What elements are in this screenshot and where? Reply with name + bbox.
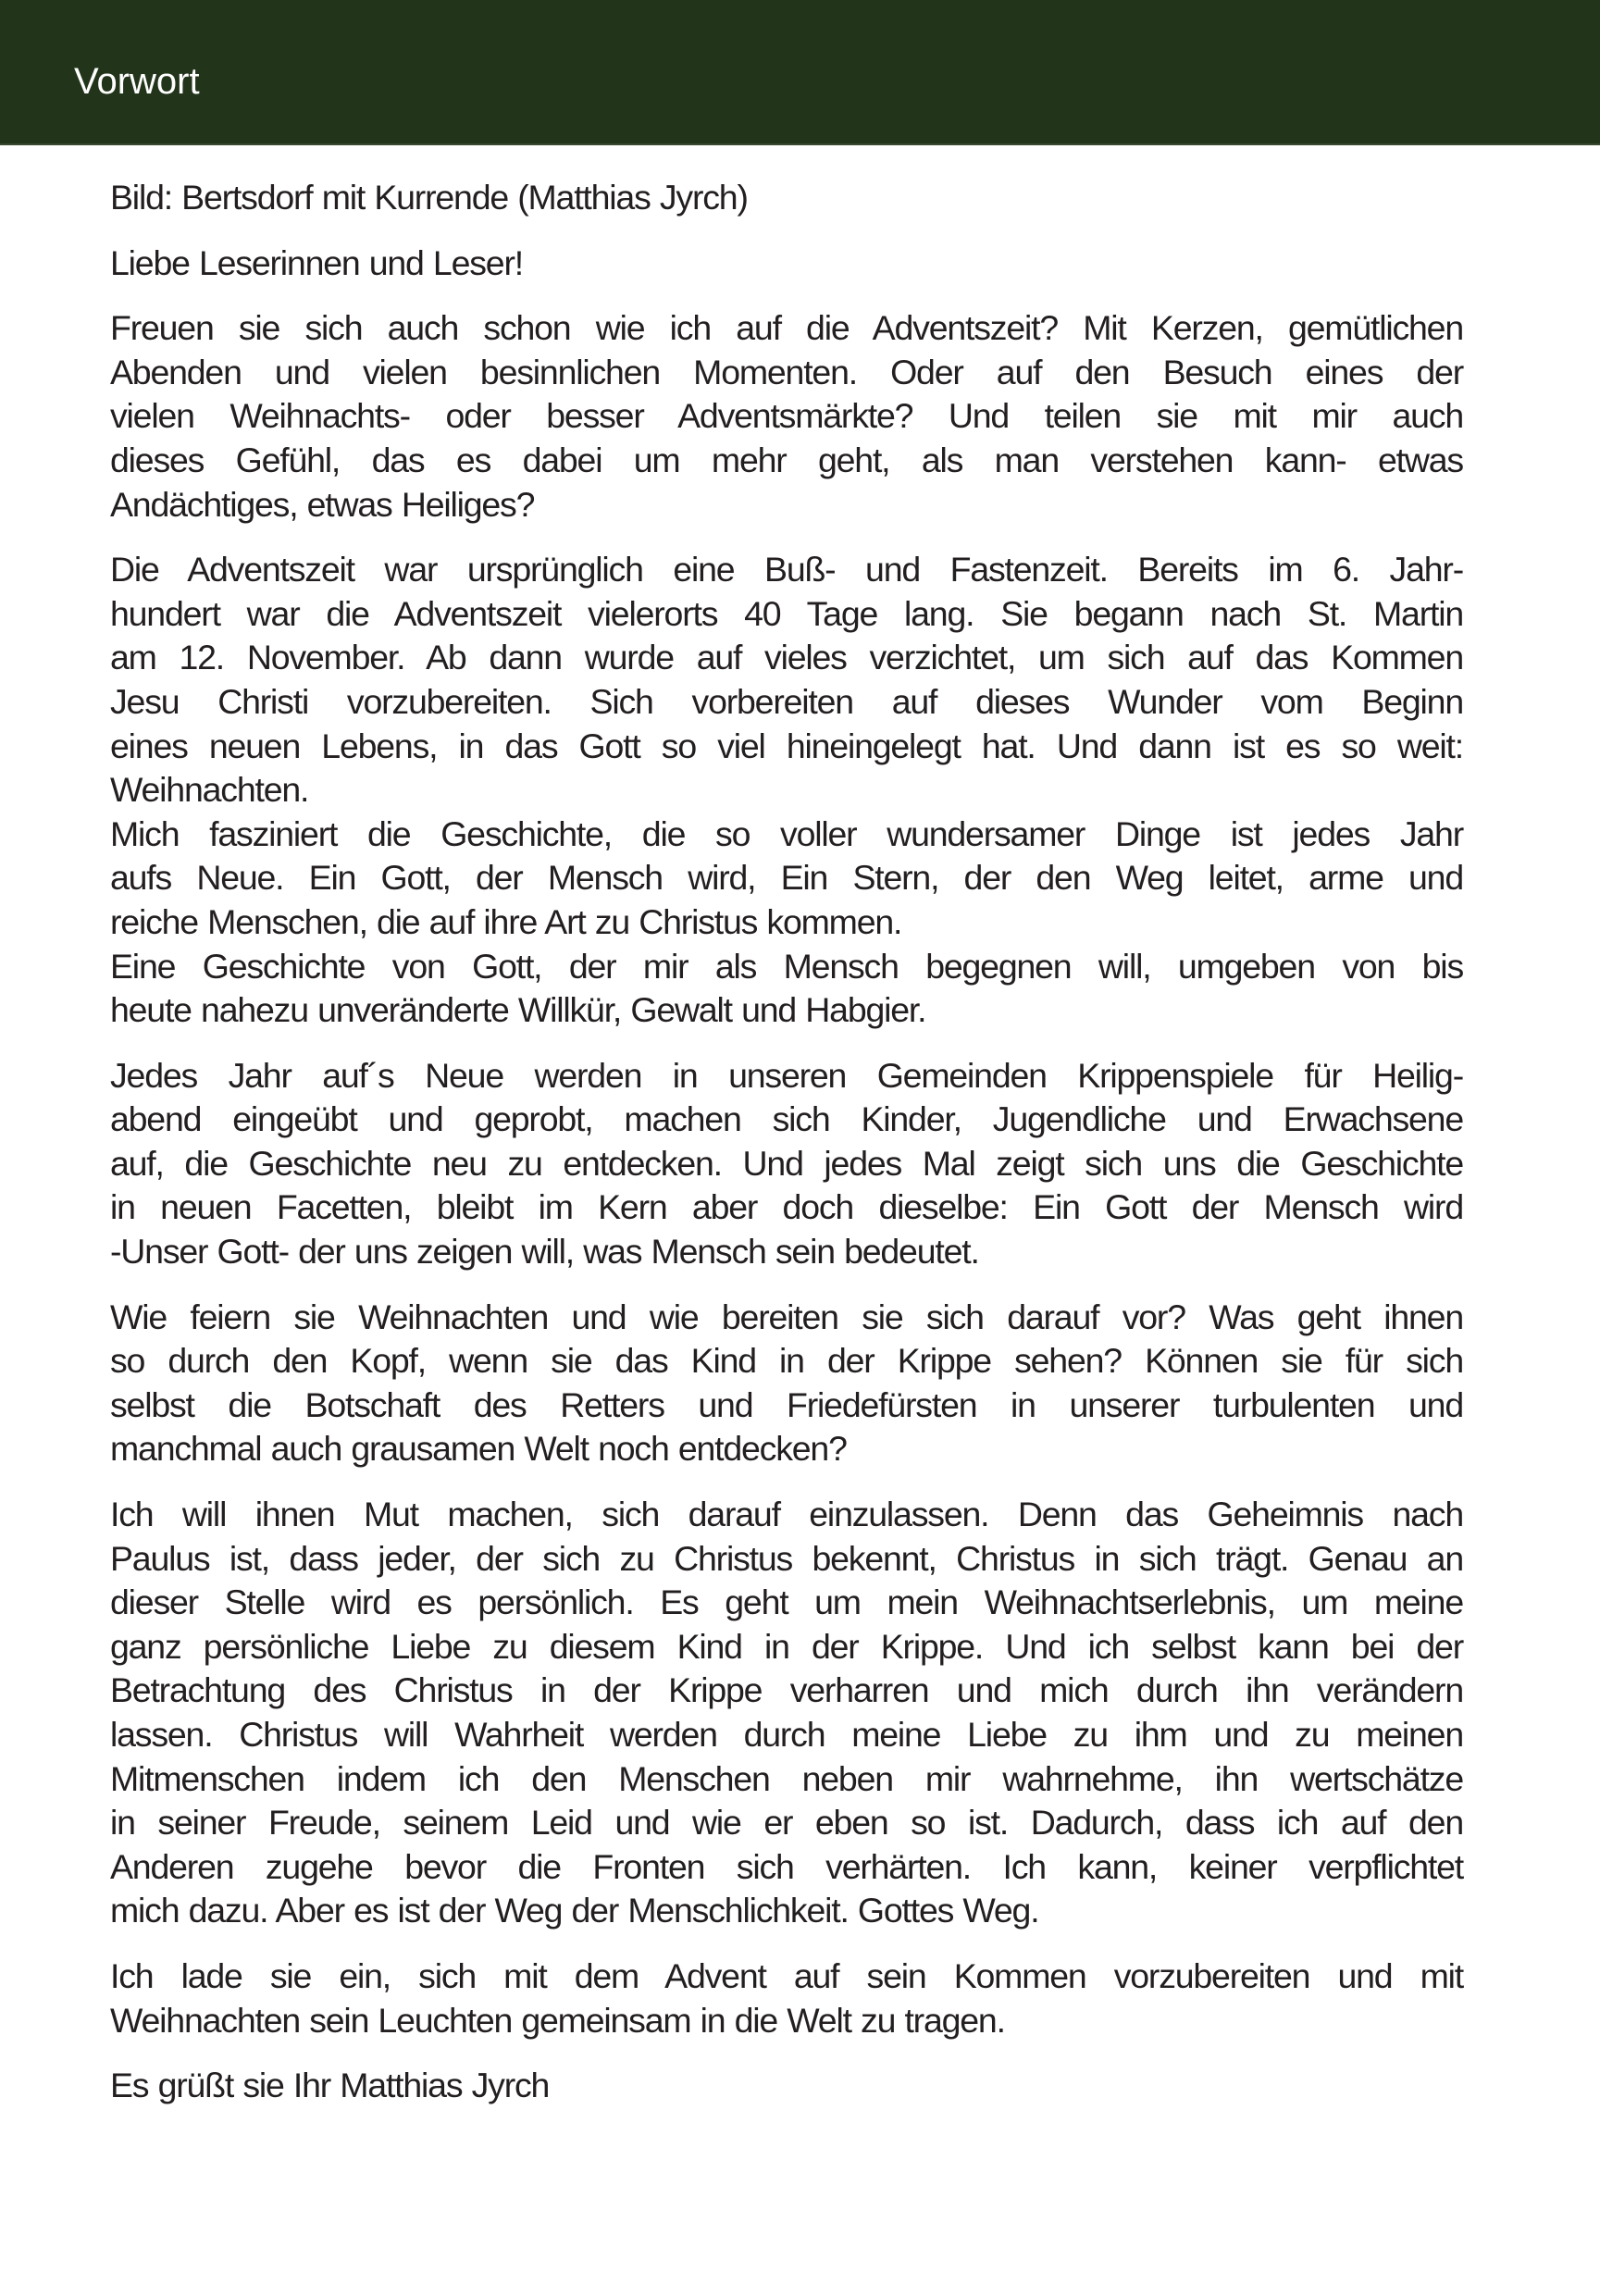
image-caption: Bild: Bertsdorf mit Kurrende (Matthias Jyrch) — [110, 178, 748, 217]
greeting: Liebe Leserinnen und Leser! — [110, 242, 523, 282]
paragraph-5: Ich will ihnen Mut machen, sich darauf einzulassen. Denn das Geheimnis nach Paulus ist, dass jeder, der sich zu Christus bekennt, Christus in sich trägt. Genau an dieser Stelle wird es persönlich. Es geht um mein Weihnachtserlebnis, um meine ganz persönliche Liebe zu diesem Kind in der Krippe. Und ich selbst kann bei der Betrachtung des Christus in der Krippe verharren und mich durch ihn verändern lassen. Christus will Wahrheit werden durch meine Liebe zu ihm und zu meinen Mitmenschen indem ich den Menschen neben mir wahrnehme, ihn wertschätze in seiner Freude, seinem Leid und wie er eben so ist. Dadurch, dass ich auf den Anderen zugehe bevor die Fronten sich verhärten. Ich kann, keiner verpflichtet mich dazu. Aber es ist der Weg der Menschlichkeit. Gottes Weg. — [110, 1495, 1463, 1930]
paragraph-2: Die Adventszeit war ursprünglich eine Buß- und Fastenzeit. Bereits im 6. Jahr- hundert war die Adventszeit vielerorts 40 Tage lang. Sie begann nach St. Martin am 12. November. Ab dann wurde auf vieles verzichtet, um sich auf das Kommen Jesu Christi vorzubereiten. Sich vorbereiten auf dieses Wunder vom Beginn eines neuen Lebens, in das Gott so viel hineingelegt hat. Und dann ist es so weit: Weihnachten. Mich fasziniert die Geschichte, die so voller wundersamer Dinge ist jedes Jahr aufs Neue. Ein Gott, der Mensch wird, Ein Stern, der den Weg leitet, arme und reiche Menschen, die auf ihre Art zu Christus kommen. Eine Geschichte von Gott, der mir als Mensch begegnen will, umgeben von bis heute nahezu unveränderte Willkür, Gewalt und Habgier. — [110, 550, 1463, 1030]
paragraph-1: Freuen sie sich auch schon wie ich auf die Adventszeit? Mit Kerzen, gemütlichen Abenden und vielen besinnlichen Momenten. Oder auf den Besuch eines der vielen Weihnachts- oder besser Adventsmärkte? Und teilen sie mit mir auch dieses Gefühl, das es dabei um mehr geht, als man verstehen kann- etwas Andächtiges, etwas Heiliges? — [110, 308, 1463, 524]
paragraph-3: Jedes Jahr auf´s Neue werden in unseren Gemeinden Krippenspiele für Heilig- abend eingeübt und geprobt, machen sich Kinder, Jugendliche und Erwachsene auf, die Geschichte neu zu entdecken. Und jedes Mal zeigt sich uns die Geschichte in neuen Facetten, bleibt im Kern aber doch dieselbe: Ein Gott der Mensch wird -Unser Gott- der uns zeigen will, was Mensch sein bedeutet. — [110, 1055, 1463, 1272]
paragraph-6: Ich lade sie ein, sich mit dem Advent auf sein Kommen vorzubereiten und mit Weihnachten sein Leuchten gemeinsam in die Welt zu tragen. — [110, 1955, 1463, 2040]
paragraph-4: Wie feiern sie Weihnachten und wie bereiten sie sich darauf vor? Was geht ihnen so durch den Kopf, wenn sie das Kind in der Krippe sehen? Können sie für sich selbst die Botschaft des Retters und Friedefürsten in unserer turbulenten und manchmal auch grausamen Welt noch entdecken? — [110, 1297, 1463, 1469]
article-body — [110, 176, 1463, 2129]
section-header — [0, 0, 1600, 145]
signature: Es grüßt sie Ihr Matthias Jyrch — [110, 2066, 550, 2105]
section-title: Vorwort — [74, 61, 200, 102]
